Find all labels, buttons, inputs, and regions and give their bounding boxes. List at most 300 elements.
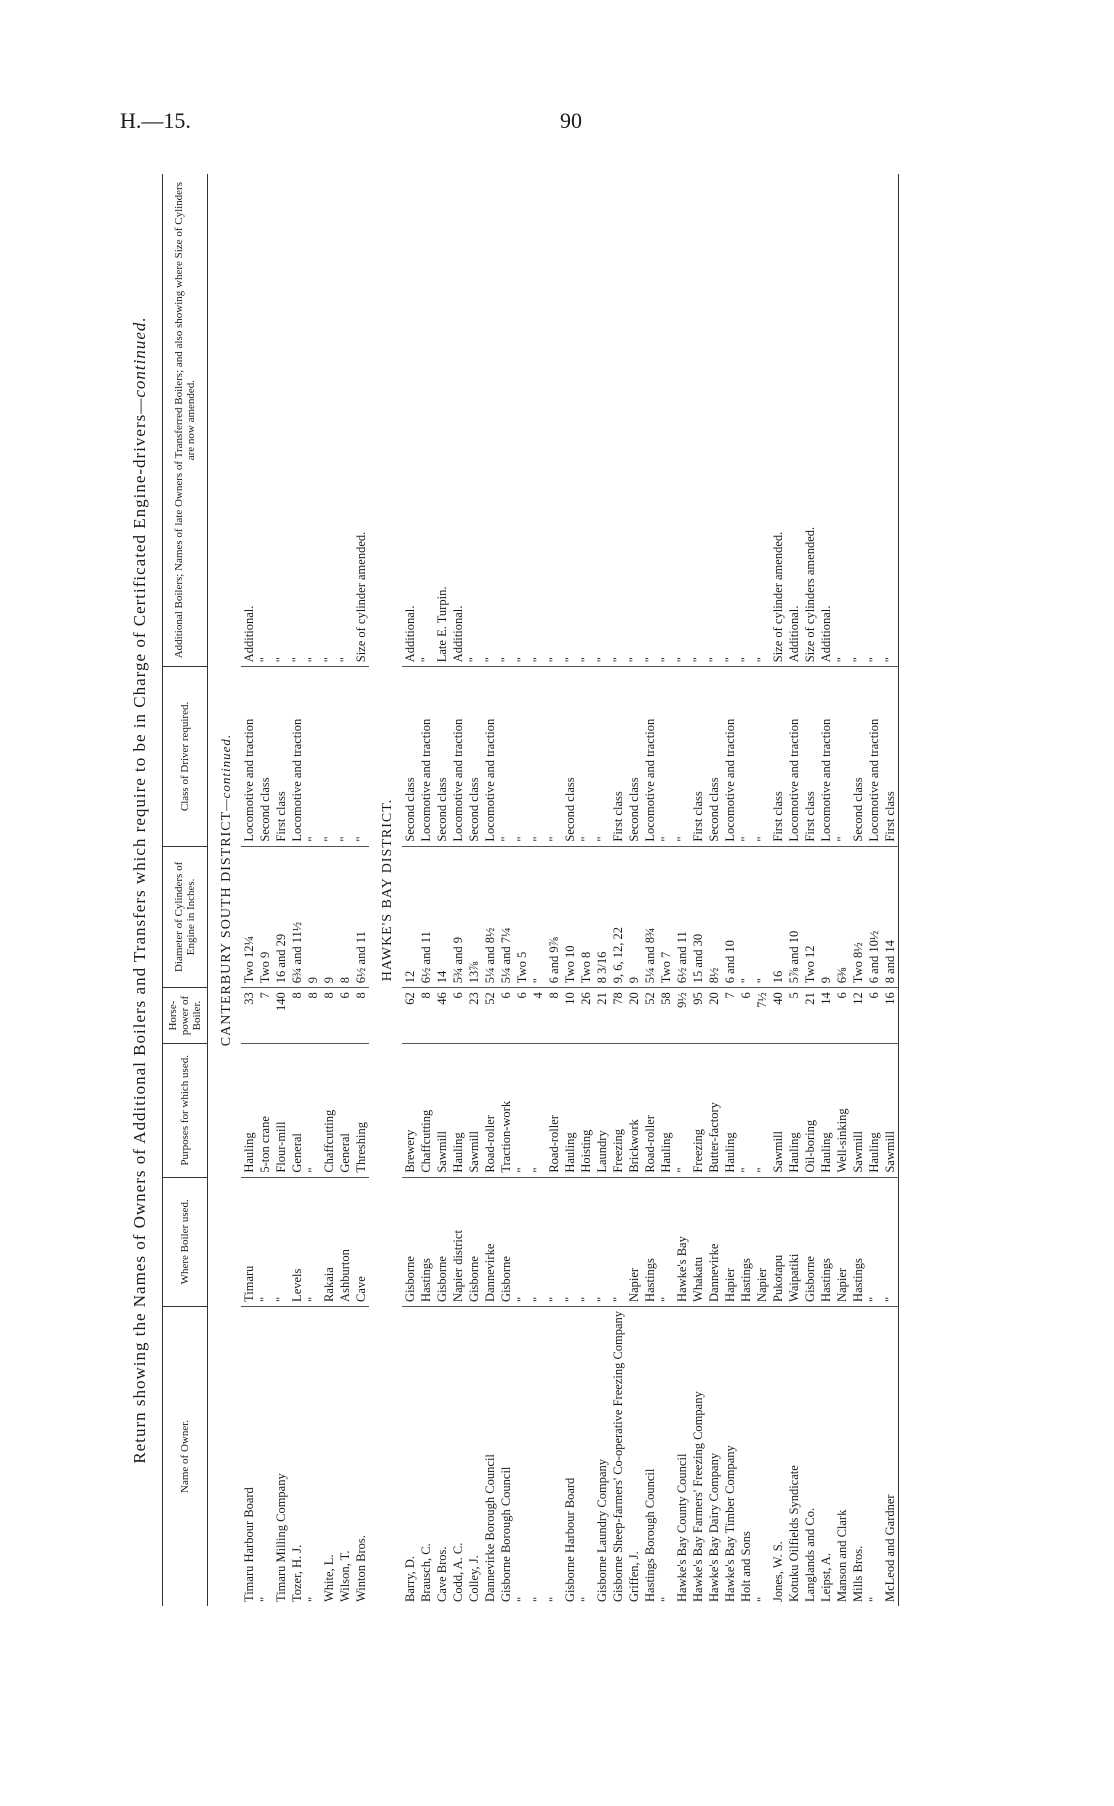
purpose-cell: " — [674, 1043, 690, 1177]
place-cell: Dannevirke — [482, 1177, 498, 1306]
place-cell: " — [273, 1177, 289, 1306]
driver-class-cell: First class — [802, 667, 818, 846]
driver-class-cell: " — [834, 667, 850, 846]
horsepower-cell: 78 — [610, 988, 626, 1044]
cylinders-cell: 5¼ and 8¾ — [642, 846, 658, 988]
remark-cell: Late E. Turpin. — [434, 174, 450, 667]
horsepower-cell: 21 — [802, 988, 818, 1044]
horsepower-cell: 8 — [418, 988, 434, 1044]
owner-cell: Leipst, A. — [819, 1553, 833, 1602]
table-row — [642, 174, 658, 1606]
running-head-reference: H.—15. — [120, 108, 191, 133]
owner-cell: Manson and Clark — [835, 1509, 849, 1602]
table-row — [834, 174, 850, 1606]
purpose-cell: Hoisting — [578, 1043, 594, 1177]
table-row — [626, 174, 642, 1606]
purpose-cell: General — [337, 1043, 353, 1177]
owner-cell: " — [579, 1596, 593, 1602]
owner-cell: Hastings Borough Council — [643, 1468, 657, 1602]
owner-cell: " — [659, 1596, 673, 1602]
cylinders-cell: 6 and 10 — [722, 846, 738, 988]
cylinders-cell: 16 and 29 — [273, 846, 289, 988]
remark-cell: Size of cylinder amended. — [770, 174, 786, 667]
purpose-cell: Brickwork — [626, 1043, 642, 1177]
table-row — [337, 174, 353, 1606]
horsepower-cell: 33 — [241, 988, 257, 1044]
purpose-cell: Hauling — [818, 1043, 834, 1177]
horsepower-cell: 6 — [337, 988, 353, 1044]
cylinders-cell: 6 and 9⅞ — [546, 846, 562, 988]
remark-cell: " — [594, 174, 610, 667]
place-cell: " — [578, 1177, 594, 1306]
owner-cell: Langlands and Co. — [803, 1507, 817, 1602]
remark-cell: " — [834, 174, 850, 667]
remark-cell: " — [578, 174, 594, 667]
cylinders-cell: " — [530, 846, 546, 988]
table-row — [353, 174, 369, 1606]
owner-cell: Hawke's Bay Farmers' Freezing Company — [691, 1391, 705, 1602]
driver-class-cell: Second class — [466, 667, 482, 846]
cylinders-cell: Two 8 — [578, 846, 594, 988]
table-header-row — [163, 174, 208, 1606]
place-cell: " — [257, 1177, 273, 1306]
purpose-cell: Hauling — [450, 1043, 466, 1177]
cylinders-cell: 8 and 14 — [882, 846, 899, 988]
table-row — [402, 174, 418, 1606]
place-cell: " — [594, 1177, 610, 1306]
table-row — [610, 174, 626, 1606]
owner-cell: Gisborne Laundry Company — [595, 1458, 609, 1602]
remark-cell: " — [305, 174, 321, 667]
cylinders-cell: 9 — [305, 846, 321, 988]
remark-cell: " — [273, 174, 289, 667]
cylinders-cell: 16 — [770, 846, 786, 988]
purpose-cell: Well-sinking — [834, 1043, 850, 1177]
section-heading — [208, 174, 242, 1606]
table-row — [289, 174, 305, 1606]
cylinders-cell: Two 12¼ — [241, 846, 257, 988]
remark-cell: " — [466, 174, 482, 667]
owner-cell: Holt and Sons — [739, 1531, 753, 1602]
section-heading-row — [369, 174, 402, 1606]
owner-cell: Gisborne Sheep-farmers' Co-operative Freezing Company — [611, 1310, 625, 1602]
place-cell: Gisborne — [802, 1177, 818, 1306]
place-cell: Napier — [754, 1177, 770, 1306]
purpose-cell: Sawmill — [770, 1043, 786, 1177]
place-cell: " — [562, 1177, 578, 1306]
table-row — [786, 174, 802, 1606]
remark-cell: Size of cylinders amended. — [802, 174, 818, 667]
section-title: CANTERBURY SOUTH DISTRICT — [219, 810, 234, 1047]
cylinders-cell: Two 7 — [658, 846, 674, 988]
table-row — [674, 174, 690, 1606]
place-cell: Pukotapu — [770, 1177, 786, 1306]
horsepower-cell: 16 — [882, 988, 899, 1044]
table-row — [498, 174, 514, 1606]
purpose-cell: Hauling — [562, 1043, 578, 1177]
horsepower-cell: 9½ — [674, 988, 690, 1044]
horsepower-cell: 6 — [498, 988, 514, 1044]
owner-cell: Kotuku Oilfields Syndicate — [787, 1465, 801, 1602]
owner-cell: Barry, D. — [403, 1555, 417, 1602]
driver-class-cell: Locomotive and traction — [241, 667, 257, 846]
cylinders-cell: 13⅞ — [466, 846, 482, 988]
place-cell: " — [610, 1177, 626, 1306]
place-cell: Ashburton — [337, 1177, 353, 1306]
table-row — [257, 174, 273, 1606]
table-row — [321, 174, 337, 1606]
purpose-cell: Road-roller — [546, 1043, 562, 1177]
purpose-cell: Road-roller — [642, 1043, 658, 1177]
purpose-cell: " — [754, 1043, 770, 1177]
table-row — [305, 174, 321, 1606]
driver-class-cell: Second class — [626, 667, 642, 846]
cylinders-cell: 15 and 30 — [690, 846, 706, 988]
cylinders-cell: 5⅞ and 10 — [786, 846, 802, 988]
horsepower-cell: 21 — [594, 988, 610, 1044]
place-cell: " — [546, 1177, 562, 1306]
cylinders-cell: 8½ — [706, 846, 722, 988]
col-header-owner: Name of Owner. — [163, 1306, 208, 1606]
table-row — [866, 174, 882, 1606]
horsepower-cell: 62 — [402, 988, 418, 1044]
driver-class-cell: Locomotive and traction — [722, 667, 738, 846]
horsepower-cell: 6 — [450, 988, 466, 1044]
table-row — [738, 174, 754, 1606]
remark-cell: " — [418, 174, 434, 667]
table-row — [434, 174, 450, 1606]
place-cell: Hapier — [722, 1177, 738, 1306]
horsepower-cell: 52 — [482, 988, 498, 1044]
table-row — [514, 174, 530, 1606]
owner-cell: Colley, J. — [467, 1555, 481, 1602]
table-row — [594, 174, 610, 1606]
table-row — [754, 174, 770, 1606]
cylinders-cell: 6⅜ — [834, 846, 850, 988]
place-cell: " — [866, 1177, 882, 1306]
owner-cell: " — [867, 1596, 881, 1602]
driver-class-cell: " — [337, 667, 353, 846]
owner-cell: White, L. — [322, 1554, 336, 1602]
col-header-purpose: Purposes for which used. — [163, 1043, 208, 1177]
table-row — [546, 174, 562, 1606]
horsepower-cell: 40 — [770, 988, 786, 1044]
remark-cell: " — [690, 174, 706, 667]
purpose-cell: Chaffcutting — [321, 1043, 337, 1177]
driver-class-cell: " — [754, 667, 770, 846]
horsepower-cell: 4 — [530, 988, 546, 1044]
remark-cell: " — [850, 174, 866, 667]
remark-cell: " — [642, 174, 658, 667]
place-cell: Hastings — [418, 1177, 434, 1306]
horsepower-cell: 23 — [466, 988, 482, 1044]
horsepower-cell: 12 — [850, 988, 866, 1044]
cylinders-cell: 9 — [818, 846, 834, 988]
purpose-cell: Freezing — [690, 1043, 706, 1177]
driver-class-cell: " — [658, 667, 674, 846]
driver-class-cell: Second class — [402, 667, 418, 846]
purpose-cell: Traction-work — [498, 1043, 514, 1177]
cylinders-cell: Two 12 — [802, 846, 818, 988]
driver-class-cell: " — [546, 667, 562, 846]
driver-class-cell: " — [353, 667, 369, 846]
horsepower-cell: 95 — [690, 988, 706, 1044]
col-header-driver-class: Class of Driver required. — [163, 667, 208, 846]
driver-class-cell: Locomotive and traction — [818, 667, 834, 846]
driver-class-cell: Second class — [850, 667, 866, 846]
table-body — [208, 174, 899, 1606]
purpose-cell: Laundry — [594, 1043, 610, 1177]
cylinders-cell: Two 8½ — [850, 846, 866, 988]
driver-class-cell: Locomotive and traction — [450, 667, 466, 846]
purpose-cell: Chaffcutting — [418, 1043, 434, 1177]
cylinders-cell: 6½ and 11 — [418, 846, 434, 988]
table-row — [770, 174, 786, 1606]
owner-cell: Timaru Harbour Board — [242, 1487, 256, 1602]
purpose-cell: Butter-factory — [706, 1043, 722, 1177]
remark-cell: Size of cylinder amended. — [353, 174, 369, 667]
horsepower-cell: 46 — [434, 988, 450, 1044]
cylinders-cell: 6½ and 11 — [353, 846, 369, 988]
remark-cell: " — [754, 174, 770, 667]
owner-cell: " — [547, 1596, 561, 1602]
owner-cell: Griffen, J. — [627, 1551, 641, 1602]
driver-class-cell: " — [321, 667, 337, 846]
cylinders-cell: 9 — [321, 846, 337, 988]
place-cell: " — [658, 1177, 674, 1306]
horsepower-cell: 6 — [866, 988, 882, 1044]
table-row — [450, 174, 466, 1606]
place-cell: Gisborne — [498, 1177, 514, 1306]
table-row — [882, 174, 899, 1606]
remark-cell: " — [546, 174, 562, 667]
purpose-cell: Road-roller — [482, 1043, 498, 1177]
table-row — [241, 174, 257, 1606]
purpose-cell: Oil-boring — [802, 1043, 818, 1177]
cylinders-cell: 14 — [434, 846, 450, 988]
owner-cell: " — [515, 1596, 529, 1602]
purpose-cell: Brewery — [402, 1043, 418, 1177]
table-row — [418, 174, 434, 1606]
driver-class-cell: First class — [273, 667, 289, 846]
cylinders-cell: 12 — [402, 846, 418, 988]
horsepower-cell: 6 — [738, 988, 754, 1044]
cylinders-cell: 9, 6, 12, 22 — [610, 846, 626, 988]
owner-cell: Brausch, C. — [419, 1543, 433, 1602]
col-header-cylinders: Diameter of Cylinders of Engine in Inches. — [163, 846, 208, 988]
purpose-cell: " — [738, 1043, 754, 1177]
driver-class-cell: Locomotive and traction — [418, 667, 434, 846]
driver-class-cell: " — [594, 667, 610, 846]
cylinders-cell: 6 and 10½ — [866, 846, 882, 988]
remark-cell: Additional. — [786, 174, 802, 667]
driver-class-cell: " — [514, 667, 530, 846]
driver-class-cell: " — [305, 667, 321, 846]
remark-cell: " — [498, 174, 514, 667]
driver-class-cell: Second class — [706, 667, 722, 846]
owner-cell: Hawke's Bay Timber Company — [723, 1445, 737, 1602]
driver-class-cell: First class — [610, 667, 626, 846]
remark-cell: " — [514, 174, 530, 667]
owner-cell: " — [258, 1596, 272, 1602]
table-row — [658, 174, 674, 1606]
section-heading-row — [208, 174, 242, 1606]
driver-class-cell: " — [738, 667, 754, 846]
purpose-cell: Freezing — [610, 1043, 626, 1177]
place-cell: Napier — [834, 1177, 850, 1306]
return-title-main: Return showing the Names of Owners of Additional Boilers and Transfers which require to be in Charge of Certificated Engine-drivers — [130, 413, 149, 1464]
owner-cell: Dannevirke Borough Council — [483, 1454, 497, 1602]
remark-cell: Additional. — [450, 174, 466, 667]
place-cell: Whakatu — [690, 1177, 706, 1306]
cylinders-cell: 8 3/16 — [594, 846, 610, 988]
horsepower-cell: 6 — [834, 988, 850, 1044]
owner-cell: Jones, W. S. — [771, 1541, 785, 1602]
owner-cell: Wilson, T. — [338, 1550, 352, 1602]
place-cell: Hastings — [642, 1177, 658, 1306]
place-cell: Timaru — [241, 1177, 257, 1306]
driver-class-cell: First class — [690, 667, 706, 846]
remark-cell: " — [626, 174, 642, 667]
owner-cell: Mills Bros. — [851, 1545, 865, 1602]
driver-class-cell: " — [498, 667, 514, 846]
table-row — [802, 174, 818, 1606]
cylinders-cell: 5¼ and 8½ — [482, 846, 498, 988]
cylinders-cell: Two 10 — [562, 846, 578, 988]
page-number: 90 — [560, 108, 582, 133]
horsepower-cell: 7 — [722, 988, 738, 1044]
table-row — [482, 174, 498, 1606]
cylinders-cell: 6¾ and 11½ — [289, 846, 305, 988]
return-title-suffix: —continued. — [130, 316, 149, 414]
remark-cell: " — [722, 174, 738, 667]
place-cell: " — [305, 1177, 321, 1306]
boilers-table — [162, 174, 899, 1606]
driver-class-cell: " — [530, 667, 546, 846]
purpose-cell: Sawmill — [850, 1043, 866, 1177]
driver-class-cell: " — [674, 667, 690, 846]
place-cell: Napier district — [450, 1177, 466, 1306]
driver-class-cell: Second class — [257, 667, 273, 846]
owner-cell: Hawke's Bay County Council — [675, 1453, 689, 1602]
horsepower-cell: 8 — [321, 988, 337, 1044]
remark-cell: " — [706, 174, 722, 667]
remark-cell: " — [482, 174, 498, 667]
horsepower-cell: 8 — [289, 988, 305, 1044]
cylinders-cell: 9 — [626, 846, 642, 988]
horsepower-cell: 7½ — [754, 988, 770, 1044]
remark-cell: " — [321, 174, 337, 667]
place-cell: Levels — [289, 1177, 305, 1306]
owner-cell: Gisborne Harbour Board — [563, 1477, 577, 1602]
table-row — [562, 174, 578, 1606]
horsepower-cell: 140 — [273, 988, 289, 1044]
purpose-cell: Sawmill — [434, 1043, 450, 1177]
driver-class-cell: " — [578, 667, 594, 846]
horsepower-cell: 7 — [257, 988, 273, 1044]
purpose-cell: Threshing — [353, 1043, 369, 1177]
table-row — [466, 174, 482, 1606]
cylinders-cell: 5¾ and 9 — [450, 846, 466, 988]
remark-cell: Additional. — [818, 174, 834, 667]
place-cell: Hawke's Bay — [674, 1177, 690, 1306]
cylinders-cell: Two 5 — [514, 846, 530, 988]
remark-cell: Additional. — [241, 174, 257, 667]
cylinders-cell: 8 — [337, 846, 353, 988]
owner-cell: Cave Bros. — [435, 1546, 449, 1602]
purpose-cell: Hauling — [658, 1043, 674, 1177]
purpose-cell: 5-ton crane — [257, 1043, 273, 1177]
section-heading — [369, 174, 402, 1606]
col-header-remarks: Additional Boilers; Names of late Owners of Transferred Boilers; and also showing where Size of Cylinders are now amended. — [163, 174, 208, 667]
place-cell: Dannevirke — [706, 1177, 722, 1306]
table-row — [273, 174, 289, 1606]
table-row — [690, 174, 706, 1606]
purpose-cell: " — [305, 1043, 321, 1177]
horsepower-cell: 8 — [353, 988, 369, 1044]
place-cell: " — [530, 1177, 546, 1306]
remark-cell: " — [658, 174, 674, 667]
place-cell: Gisborne — [466, 1177, 482, 1306]
horsepower-cell: 6 — [514, 988, 530, 1044]
place-cell: " — [882, 1177, 899, 1306]
remark-cell: " — [866, 174, 882, 667]
owner-cell: Hawke's Bay Dairy Company — [707, 1452, 721, 1602]
driver-class-cell: First class — [882, 667, 899, 846]
cylinders-cell: 6½ and 11 — [674, 846, 690, 988]
owner-cell: " — [531, 1596, 545, 1602]
table-row — [530, 174, 546, 1606]
purpose-cell: Flour-mill — [273, 1043, 289, 1177]
horsepower-cell: 14 — [818, 988, 834, 1044]
col-header-place: Where Boiler used. — [163, 1177, 208, 1306]
remark-cell: " — [530, 174, 546, 667]
horsepower-cell: 10 — [562, 988, 578, 1044]
purpose-cell: General — [289, 1043, 305, 1177]
table-row — [722, 174, 738, 1606]
remark-cell: " — [289, 174, 305, 667]
purpose-cell: " — [514, 1043, 530, 1177]
driver-class-cell: Second class — [434, 667, 450, 846]
horsepower-cell: 8 — [546, 988, 562, 1044]
remark-cell: " — [337, 174, 353, 667]
horsepower-cell: 8 — [305, 988, 321, 1044]
table-row — [706, 174, 722, 1606]
owner-cell: Tozer, H. J. — [290, 1544, 304, 1602]
section-title: HAWKE'S BAY DISTRICT. — [380, 798, 395, 982]
place-cell: Gisborne — [434, 1177, 450, 1306]
col-header-horsepower: Horse-power of Boiler. — [163, 988, 208, 1044]
table-row — [850, 174, 866, 1606]
horsepower-cell: 58 — [658, 988, 674, 1044]
table-row — [818, 174, 834, 1606]
cylinders-cell: " — [738, 846, 754, 988]
driver-class-cell: Locomotive and traction — [866, 667, 882, 846]
horsepower-cell: 26 — [578, 988, 594, 1044]
remark-cell: " — [674, 174, 690, 667]
owner-cell: Winton Bros. — [354, 1535, 368, 1602]
driver-class-cell: First class — [770, 667, 786, 846]
place-cell: Rakaia — [321, 1177, 337, 1306]
remark-cell: " — [610, 174, 626, 667]
horsepower-cell: 52 — [642, 988, 658, 1044]
purpose-cell: Sawmill — [466, 1043, 482, 1177]
place-cell: Napier — [626, 1177, 642, 1306]
owner-cell: " — [755, 1596, 769, 1602]
driver-class-cell: Locomotive and traction — [642, 667, 658, 846]
purpose-cell: Sawmill — [882, 1043, 899, 1177]
horsepower-cell: 20 — [706, 988, 722, 1044]
